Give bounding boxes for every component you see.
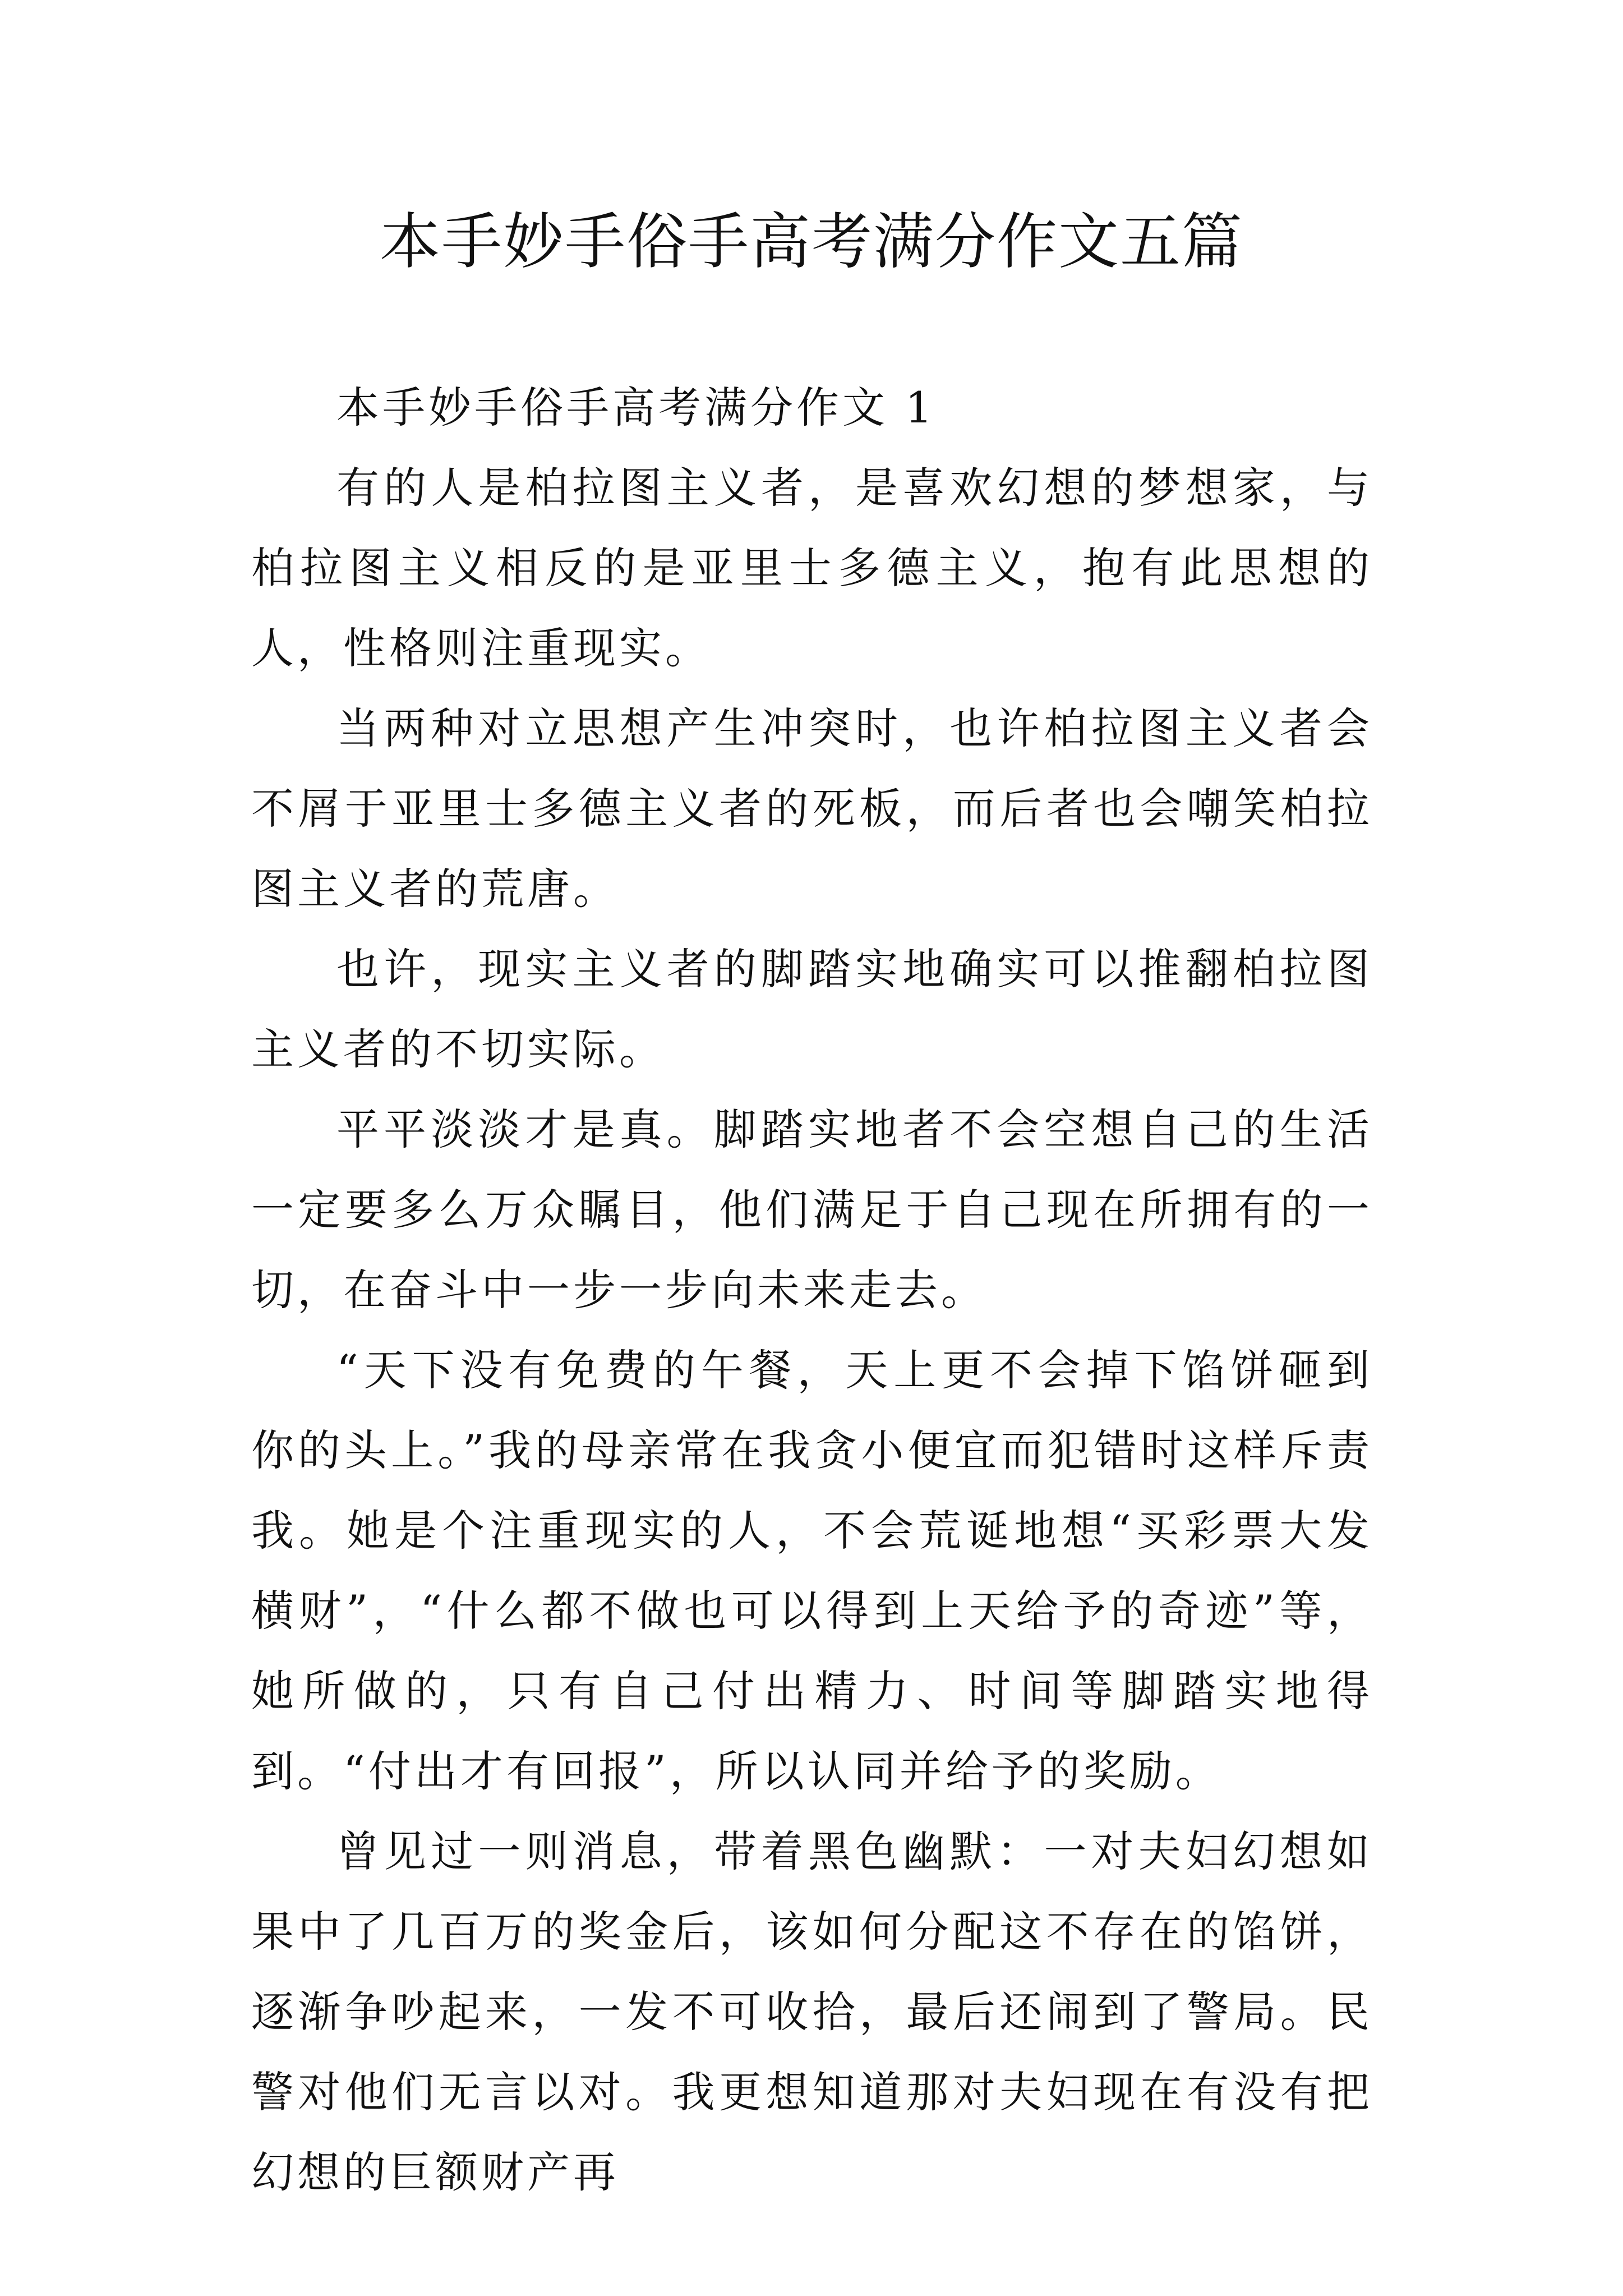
paragraph: 曾见过一则消息，带着黑色幽默：一对夫妇幻想如果中了几百万的奖金后，该如何分配这不存在的馅饼，逐渐争吵起来，一发不可收拾，最后还闹到了警局。民警对他们无言以对。我更想知道那对夫妇现在有没有把幻想的巨额财产再 bbox=[251, 1826, 1373, 2197]
paragraph: 有的人是柏拉图主义者，是喜欢幻想的梦想家，与柏拉图主义相反的是亚里士多德主义，抱有此思想的人，性格则注重现实。 bbox=[251, 463, 1373, 673]
paragraph: “天下没有免费的午餐，天上更不会掉下馅饼砸到你的头上。”我的母亲常在我贪小便宜而犯错时这样斥责我。她是个注重现实的人，不会荒诞地想“买彩票大发横财”，“什么都不做也可以得到上天给予的奇迹”等，她所做的，只有自己付出精力、时间等脚踏实地得到。“付出才有回报”，所以认同并给予的奖励。 bbox=[251, 1345, 1373, 1796]
section-heading: 本手妙手俗手高考满分作文 1 bbox=[336, 383, 936, 432]
paragraph: 也许，现实主义者的脚踏实地确实可以推翻柏拉图主义者的不切实际。 bbox=[251, 944, 1373, 1074]
paragraph: 当两种对立思想产生冲突时，也许柏拉图主义者会不屑于亚里士多德主义者的死板，而后者也会嘲笑柏拉图主义者的荒唐。 bbox=[251, 703, 1373, 914]
paragraph: 平平淡淡才是真。脚踏实地者不会空想自己的生活一定要多么万众瞩目，他们满足于自己现在所拥有的一切，在奋斗中一步一步向未来走去。 bbox=[251, 1105, 1373, 1315]
document-body bbox=[251, 367, 1373, 2212]
document-title: 本手妙手俗手高考满分作文五篇 bbox=[379, 207, 1243, 277]
